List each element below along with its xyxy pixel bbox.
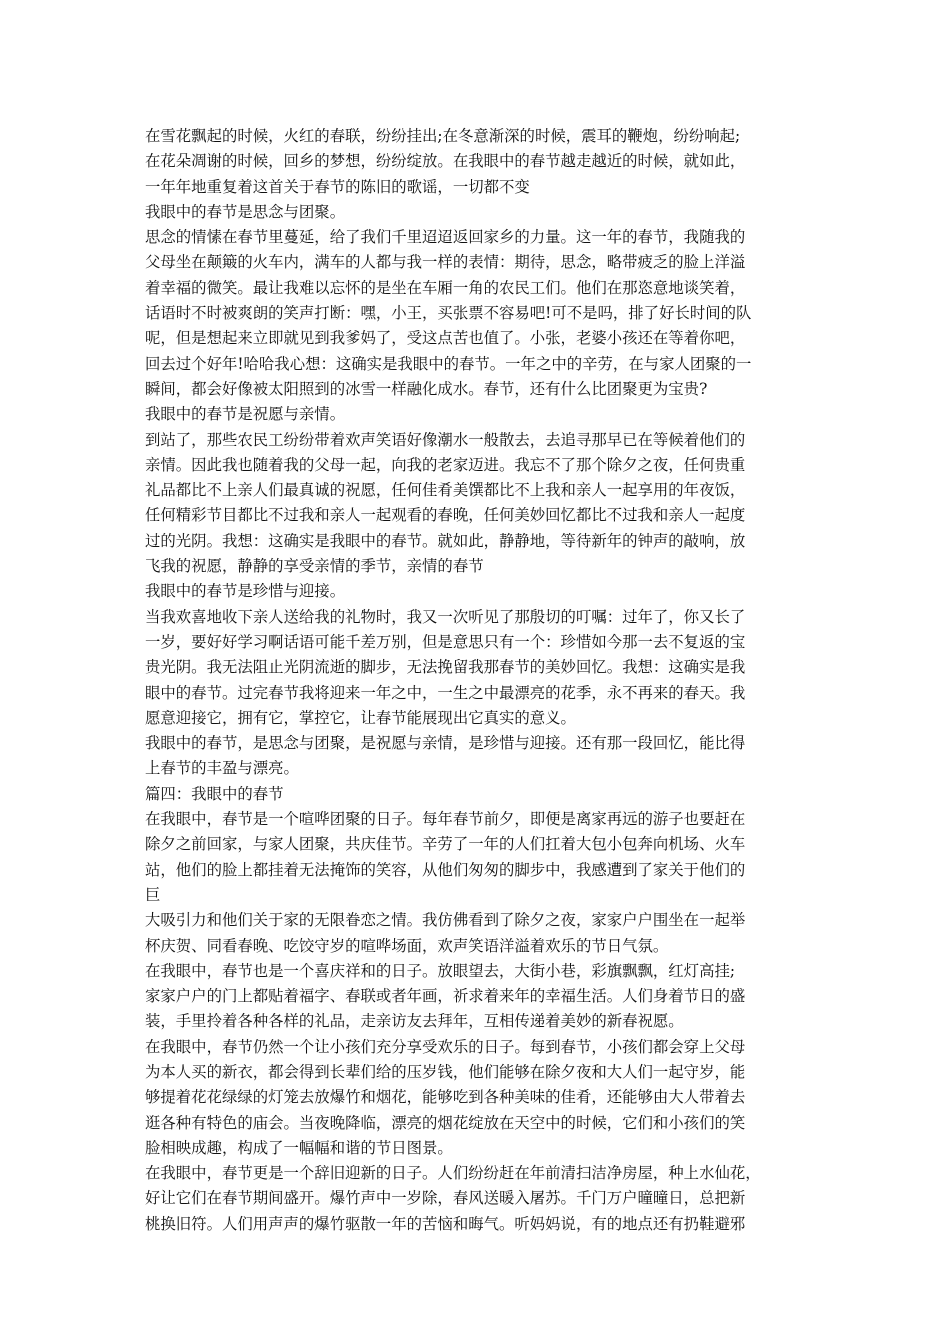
- text-line: 亲情。因此我也随着我的父母一起，向我的老家迈进。我忘不了那个除夕之夜，任何贵重: [145, 455, 746, 474]
- text-line: 逛各种有特色的庙会。当夜晚降临，漂亮的烟花绽放在天空中的时候，它们和小孩们的笑: [145, 1113, 746, 1132]
- text-line: 家家户户的门上都贴着福字、春联或者年画，祈求着来年的幸福生活。人们身着节日的盛: [145, 987, 746, 1006]
- text-line: 在花朵凋谢的时候，回乡的梦想，纷纷绽放。在我眼中的春节越走越近的时候，就如此，: [145, 152, 746, 171]
- text-line: 在我眼中，春节是一个喧哗团聚的日子。每年春节前夕，即便是离家再远的游子也要赶在: [145, 810, 746, 829]
- text-line: 呢，但是想起来立即就见到我爹妈了，受这点苦也值了。小张，老婆小孩还在等着你吧，: [145, 329, 746, 348]
- text-line: 够提着花花绿绿的灯笼去放爆竹和烟花，能够吃到各种美味的佳肴，还能够由大人带着去: [145, 1088, 746, 1107]
- text-line: 巨: [145, 885, 161, 904]
- text-line: 脸相映成趣，构成了一幅幅和谐的节日图景。: [145, 1138, 453, 1157]
- section-heading: 我眼中的春节是祝愿与亲情。: [145, 405, 346, 424]
- text-line: 任何精彩节目都比不过我和亲人一起观看的春晚，任何美妙回忆都比不过我和亲人一起度: [145, 506, 746, 525]
- text-line: 父母坐在颠簸的火车内，满车的人都与我一样的表情：期待，思念，略带疲乏的脸上洋溢: [145, 253, 746, 272]
- text-line: 一年年地重复着这首关于春节的陈旧的歌谣，一切都不变: [145, 177, 530, 196]
- text-line: 话语时不时被爽朗的笑声打断：嘿，小王，买张票不容易吧!可不是吗，排了好长时间的队: [145, 304, 752, 323]
- text-line: 到站了，那些农民工纷纷带着欢声笑语好像潮水一般散去，去追寻那早已在等候着他们的: [145, 430, 746, 449]
- text-line: 在雪花飘起的时候，火红的春联，纷纷挂出;在冬意渐深的时候，震耳的鞭炮，纷纷响起;: [145, 127, 741, 145]
- text-line: 除夕之前回家，与家人团聚，共庆佳节。辛劳了一年的人们扛着大包小包奔向机场、火车: [145, 835, 746, 854]
- text-line: 礼品都比不上亲人们最真诚的祝愿，任何佳肴美馔都比不上我和亲人一起享用的年夜饭，: [145, 481, 746, 500]
- text-line: 眼中的春节。过完春节我将迎来一年之中，一生之中最漂亮的花季，永不再来的春天。我: [145, 683, 746, 702]
- text-line: 上春节的丰盈与漂亮。: [145, 759, 299, 778]
- text-line: 在我眼中，春节更是一个辞旧迎新的日子。人们纷纷赶在年前清扫洁净房屋，种上水仙花，: [145, 1164, 761, 1183]
- text-line: 愿意迎接它，拥有它，掌控它，让春节能展现出它真实的意义。: [145, 708, 576, 727]
- text-line: 过的光阴。我想：这确实是我眼中的春节。就如此，静静地，等待新年的钟声的敲响，放: [145, 531, 746, 550]
- text-line: 在我眼中，春节也是一个喜庆祥和的日子。放眼望去，大街小巷，彩旗飘飘，红灯高挂;: [145, 961, 736, 980]
- text-line: 站，他们的脸上都挂着无法掩饰的笑容，从他们匆匆的脚步中，我感遭到了家关于他们的: [145, 860, 746, 879]
- text-line: 思念的情愫在春节里蔓延，给了我们千里迢迢返回家乡的力量。这一年的春节，我随我的: [145, 228, 746, 247]
- text-line: 我眼中的春节，是思念与团聚，是祝愿与亲情，是珍惜与迎接。还有那一段回忆，能比得: [145, 734, 746, 753]
- text-line: 杯庆贺、同看春晚、吃饺守岁的喧哗场面，欢声笑语洋溢着欢乐的节日气氛。: [145, 936, 669, 955]
- text-line: 贵光阴。我无法阻止光阴流逝的脚步，无法挽留我那春节的美妙回忆。我想：这确实是我: [145, 658, 746, 677]
- text-line: 当我欢喜地收下亲人送给我的礼物时，我又一次听见了那殷切的叮嘱：过年了，你又长了: [145, 607, 746, 626]
- text-line: 回去过个好年!哈哈我心想：这确实是我眼中的春节。一年之中的辛劳，在与家人团聚的一: [145, 354, 752, 373]
- text-line: 好让它们在春节期间盛开。爆竹声中一岁除，春风送暖入屠苏。千门万户曈曈日，总把新: [145, 1189, 746, 1208]
- section-heading: 我眼中的春节是思念与团聚。: [145, 202, 346, 221]
- text-line: 大吸引力和他们关于家的无限眷恋之情。我仿佛看到了除夕之夜，家家户户围坐在一起举: [145, 911, 746, 930]
- text-line: 飞我的祝愿，静静的享受亲情的季节，亲情的春节: [145, 557, 484, 576]
- text-line: 桃换旧符。人们用声声的爆竹驱散一年的苦恼和晦气。听妈妈说，有的地点还有扔鞋避邪: [145, 1214, 746, 1233]
- text-line: 在我眼中，春节仍然一个让小孩们充分享受欢乐的日子。每到春节，小孩们都会穿上父母: [145, 1037, 746, 1056]
- chapter-heading: 篇四：我眼中的春节: [145, 784, 284, 803]
- essay-text: [145, 124, 815, 1237]
- text-line: 一岁，要好好学习啊话语可能千差万别，但是意思只有一个：珍惜如今那一去不复返的宝: [145, 632, 746, 651]
- text-line: 瞬间，都会好像被太阳照到的冰雪一样融化成水。春节，还有什么比团聚更为宝贵?: [145, 379, 708, 398]
- text-line: 装，手里拎着各种各样的礼品，走亲访友去拜年，互相传递着美妙的新春祝愿。: [145, 1012, 684, 1031]
- text-line: 着幸福的微笑。最让我难以忘怀的是坐在车厢一角的农民工们。他们在那恣意地谈笑着，: [145, 278, 746, 297]
- text-line: 为本人买的新衣，都会得到长辈们给的压岁钱，他们能够在除夕夜和大人们一起守岁，能: [145, 1062, 746, 1081]
- section-heading: 我眼中的春节是珍惜与迎接。: [145, 582, 346, 601]
